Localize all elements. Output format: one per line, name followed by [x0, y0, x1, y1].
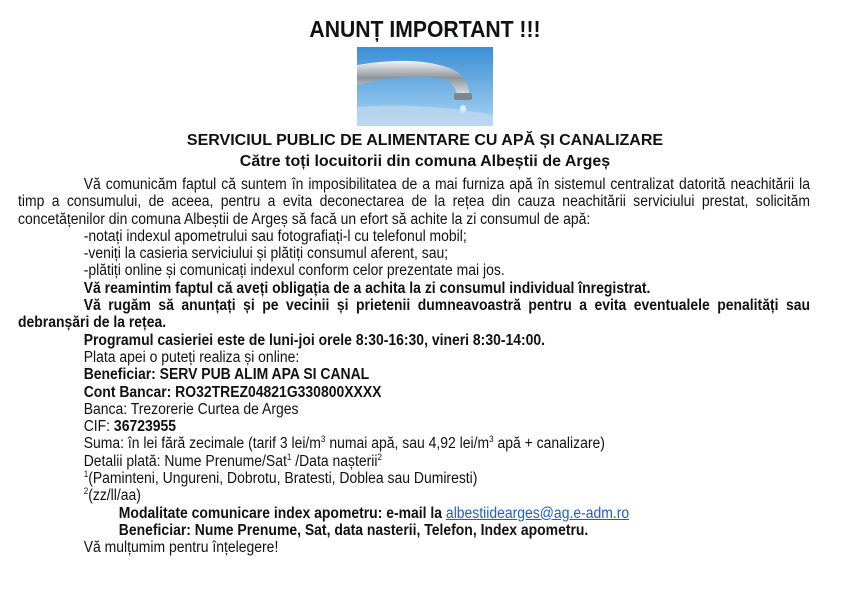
- index-format-text: Beneficiar: Nume Prenume, Sat, data nasterii, Telefon, Index apometru.: [118, 521, 589, 539]
- cif-label: CIF:: [83, 418, 114, 436]
- beneficiary-text: Beneficiar: SERV PUB ALIM APA SI CANAL: [83, 366, 370, 384]
- superscript: 3: [320, 434, 326, 445]
- amount-text: [18, 435, 810, 452]
- service-heading: SERVICIUL PUBLIC DE ALIMENTARE CU APĂ ȘI CANALIZARE: [186, 132, 664, 149]
- details-part: /Data nașterii: [291, 452, 378, 470]
- footnote-1: [18, 470, 810, 487]
- payment-details: [18, 453, 810, 470]
- superscript: 3: [489, 434, 494, 445]
- email-link[interactable]: albestiidearges@ag.e-adm.ro: [445, 504, 630, 522]
- superscript: 2: [377, 451, 382, 462]
- addressee-heading: Către toți locuitorii din comuna Albeștii de Argeș: [239, 153, 611, 170]
- amount-part: apă + canalizare): [493, 435, 605, 453]
- intro-paragraph: Vă comunicăm faptul că suntem în imposibilitatea de a mai furniza apă în sistemul centralizat datorită neachitării la timp a consumului, de aceea, pentru a evita deconectarea de la rețea din cauza neachitării serviciului prestat, solicităm concetățenilor din comuna Albeștii de Argeș să facă un efort să achite la zi consumul de apă:: [18, 176, 810, 228]
- thanks-text: Vă mulțumim pentru înțelegere!: [83, 539, 279, 557]
- amount-part: numai apă, sau 4,92 lei/m: [325, 435, 490, 453]
- index-method-text: Modalitate comunicare index apometru: e-mail la: [118, 504, 446, 522]
- schedule-text: Programul casieriei este de luni-joi orele 8:30-16:30, vineri 8:30-14:00.: [83, 331, 546, 349]
- bank-text: Banca: Trezorerie Curtea de Arges: [83, 400, 299, 418]
- amount-part: Suma: în lei fără zecimale (tarif 3 lei/m: [83, 435, 321, 453]
- bank-account-text: Cont Bancar: RO32TREZ04821G330800XXXX: [83, 383, 382, 401]
- footnote-2: [18, 487, 810, 504]
- request-text: Vă rugăm să anunțați și pe vecinii și prietenii dumneavoastră pentru a evita eventualele penalități sau debranșări de la rețea.: [18, 297, 810, 332]
- reminder-text: Vă reamintim faptul că aveți obligația de a achita la zi consumul individual înregistrat.: [83, 279, 651, 297]
- page-title: ANUNȚ IMPORTANT !!!: [309, 16, 541, 42]
- details-part: Detalii plată: Nume Prenume/Sat: [83, 452, 287, 470]
- superscript: 1: [83, 468, 89, 479]
- step-item: -notați indexul apometrului sau fotografiați-l cu telefonul mobil;: [83, 227, 467, 245]
- water-faucet-icon: [357, 47, 493, 126]
- superscript: 2: [83, 486, 89, 497]
- step-item: -veniți la casieria serviciului și plătiți consumul aferent, sau;: [83, 245, 449, 263]
- step-item: -plătiți online și comunicați indexul conform celor prezentate mai jos.: [83, 262, 505, 280]
- cif-value: 36723955: [113, 418, 177, 436]
- announcement-body: [18, 176, 810, 557]
- footnote-text: (zz/ll/aa): [88, 487, 141, 505]
- superscript: 1: [286, 451, 292, 462]
- footnote-text: (Paminteni, Ungureni, Dobrotu, Bratesti, Doblea sau Dumiresti): [88, 470, 478, 488]
- online-intro: Plata apei o puteți realiza și online:: [83, 348, 300, 366]
